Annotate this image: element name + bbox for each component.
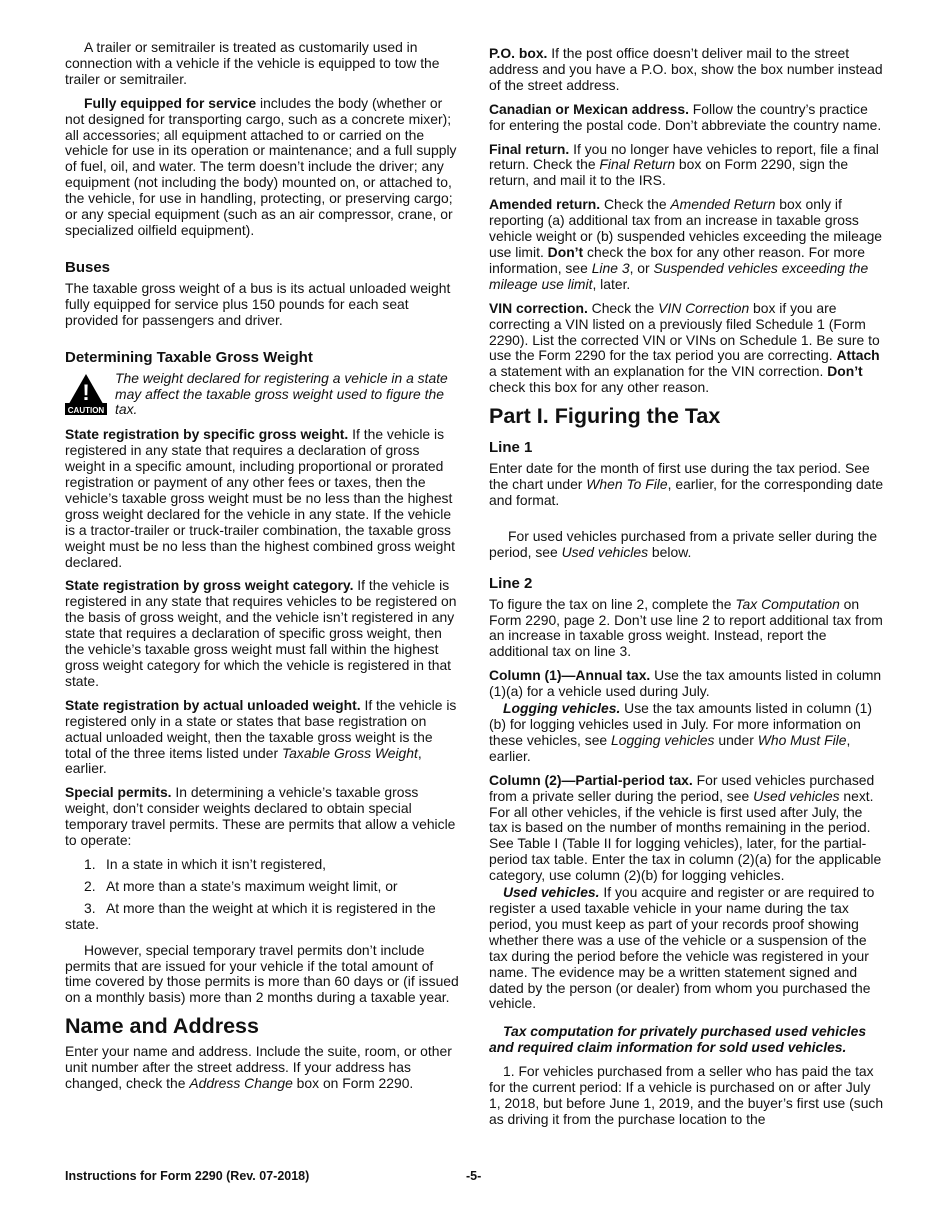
line1-heading: Line 1 <box>489 439 533 457</box>
unloaded-weight-paragraph: State registration by actual unloaded weight. If the vehicle is registered only in a state or states that base registration on actual unloaded weight, then the taxable gross weight is the total of the three items listed under Taxable Gross Weight, earlier. <box>65 696 457 777</box>
trailer-paragraph: A trailer or semitrailer is treated as customarily used in connection with a vehicle if the vehicle is equipped to tow the trailer or semitrailer. <box>65 39 440 87</box>
buses-heading: Buses <box>65 258 111 276</box>
name-address-heading: Name and Address <box>65 1014 259 1039</box>
column1-paragraph: Column (1)—Annual tax. Use the tax amounts listed in column (1)(a) for a vehicle used during July. <box>489 667 882 700</box>
list-item: 1. In a state in which it isn’t registered, <box>84 855 327 872</box>
right-column <box>489 46 884 1136</box>
vin-correction-paragraph: VIN correction. Check the VIN Correction box if you are correcting a VIN listed on a previously filed Schedule 1 (Form 2290). List the corrected VIN or VINs on Schedule 1. Be sure to use the Form 2290 for the tax period you are correcting. Attach a statement with an explanation for the VIN correction. Don’t check this box for any other reason. <box>489 299 880 396</box>
part-one-heading: Part I. Figuring the Tax <box>489 404 721 429</box>
line1-used-paragraph: For used vehicles purchased from a private seller during the period, see Used vehicles below. <box>489 527 878 560</box>
list-item: 2. At more than a state’s maximum weight limit, or <box>84 877 398 894</box>
final-return-paragraph: Final return. If you no longer have vehicles to report, file a final return. Check the Final Return box on Form 2290, sign the return, and mail it to the IRS. <box>489 140 879 189</box>
special-permits-paragraph: Special permits. In determining a vehicle’s taxable gross weight, don’t consider weights declared to obtain special temporary travel permits. These are permits that allow a vehicle to operate: <box>65 784 456 849</box>
name-address-paragraph: Enter your name and address. Include the suite, room, or other unit number after the street address. If your address has changed, check the Address Change box on Form 2290. <box>65 1043 452 1092</box>
line2-heading: Line 2 <box>489 574 533 592</box>
however-paragraph: However, special temporary travel permits don’t include permits that are issued for your vehicle if the total amount of time covered by those permits is more than 60 days or (if issued on a monthly basis) more than 2 months during a taxable year. <box>65 941 459 1006</box>
caution-note <box>65 371 460 419</box>
weight-category-paragraph: State registration by gross weight category. If the vehicle is registered in any state that requires vehicles to be registered on the basis of gross weight, and the vehicle isn’t registered in any state that requires a declaration of specific gross weight, then the vehicle’s taxable gross weight must fall within the highest gross weight category for which the vehicle is registered in that state. <box>65 577 457 689</box>
amended-return-paragraph: Amended return. Check the Amended Return box only if reporting (a) additional tax from an increase in taxable gross vehicle weight or (b) suspended vehicles exceeding the mileage use limit. Don’t check the box for any other reason. For more information, see Line 3, or Suspended vehicles exceeding the mileage use limit, later. <box>489 196 883 292</box>
determining-heading: Determining Taxable Gross Weight <box>65 348 313 366</box>
logging-vehicles-paragraph: Logging vehicles. Use the tax amounts listed in column (1)(b) for logging vehicles used in July. For more information on these vehicles, see Logging vehicles under Who Must File, earlier. <box>489 700 873 764</box>
used-vehicles-paragraph: Used vehicles. If you acquire and register or are required to register a used taxable vehicle in your name during the tax period, you must keep as part of your records proof showing whether there was a use of the vehicle or a suspension of the tax during the period before the vehicle was registered in your name. The evidence may be a written statement signed and dated by the person (or dealer) from whom you purchased the vehicle. <box>489 884 875 1012</box>
footer-title: Instructions for Form 2290 (Rev. 07-2018) <box>65 1169 310 1183</box>
svg-text:CAUTION: CAUTION <box>67 405 105 415</box>
canadian-paragraph: Canadian or Mexican address. Follow the country’s practice for entering the postal code. Don’t abbreviate the country name. <box>489 100 882 133</box>
specific-weight-paragraph: State registration by specific gross weight. If the vehicle is registered in any state that requires a declaration of gross weight in a specific amount, including proportional or prorated registration or payment of any other fees or taxes, then the vehicle’s taxable gross weight must be no less than the highest gross weight declared for the vehicle in any state. If the vehicle is a tractor-trailer or truck-trailer combination, the taxable gross weight must be no less than the highest combined gross weight declared. <box>65 426 455 570</box>
fully-equipped-paragraph: Fully equipped for service includes the body (whether or not designed for transporting cargo, such as a concrete mixer); all accessories; all equipment attached to or carried on the vehicle for use in its operation or maintenance; and a full supply of fuel, oil, and water. The term doesn’t include the driver; any equipment (not including the body) mounted on, or attached to, the vehicle, for use in handling, protecting, or preserving cargo; or any special equipment (such as an air compressor, crane, or specialized oilfield equipment). <box>65 94 457 238</box>
pobox-paragraph: P.O. box. If the post office doesn’t deliver mail to the street address and you have a P.O. box, show the box number instead of the street address. <box>489 45 883 93</box>
left-column <box>65 40 460 1100</box>
buses-paragraph: The taxable gross weight of a bus is its actual unloaded weight fully equipped for service plus 150 pounds for each seat provided for passengers and driver. <box>65 279 451 328</box>
list-item: 3. At more than the weight at which it is registered in the state. <box>65 899 436 932</box>
caution-text: The weight declared for registering a vehicle in a state may affect the taxable gross weight used to figure the tax. <box>115 369 448 418</box>
line1-paragraph: Enter date for the month of first use during the tax period. See the chart under When To File, earlier, for the corresponding date and format. <box>489 460 884 508</box>
caution-icon <box>65 373 107 415</box>
tax-computation-heading: Tax computation for privately purchased used vehicles and required claim information for sold used vehicles. <box>489 1023 867 1056</box>
svg-text:!: ! <box>82 379 90 405</box>
line2-paragraph: To figure the tax on line 2, complete the Tax Computation on Form 2290, page 2. Don’t use line 2 to report additional tax from an increase in taxable gross weight. Instead, report the additional tax on line 3. <box>489 595 883 660</box>
column2-paragraph: Column (2)—Partial-period tax. For used vehicles purchased from a private seller during the period, see Used vehicles next. For all other vehicles, if the vehicle is first used after July, the tax is based on the number of months remaining in the period. See Table I (Table II for logging vehicles), later, for the partial-period tax table. Enter the tax in column (2)(a) for the applicable category, use column (2)(b) for logging vehicles. <box>489 771 882 884</box>
page-number: -5- <box>466 1169 482 1183</box>
item1-paragraph: 1. For vehicles purchased from a seller who has paid the tax for the current period: If a vehicle is purchased on or after July 1, 2018, but before June 1, 2019, and the buyer’s first use (such as driving it from the purchase location to the <box>489 1063 884 1127</box>
